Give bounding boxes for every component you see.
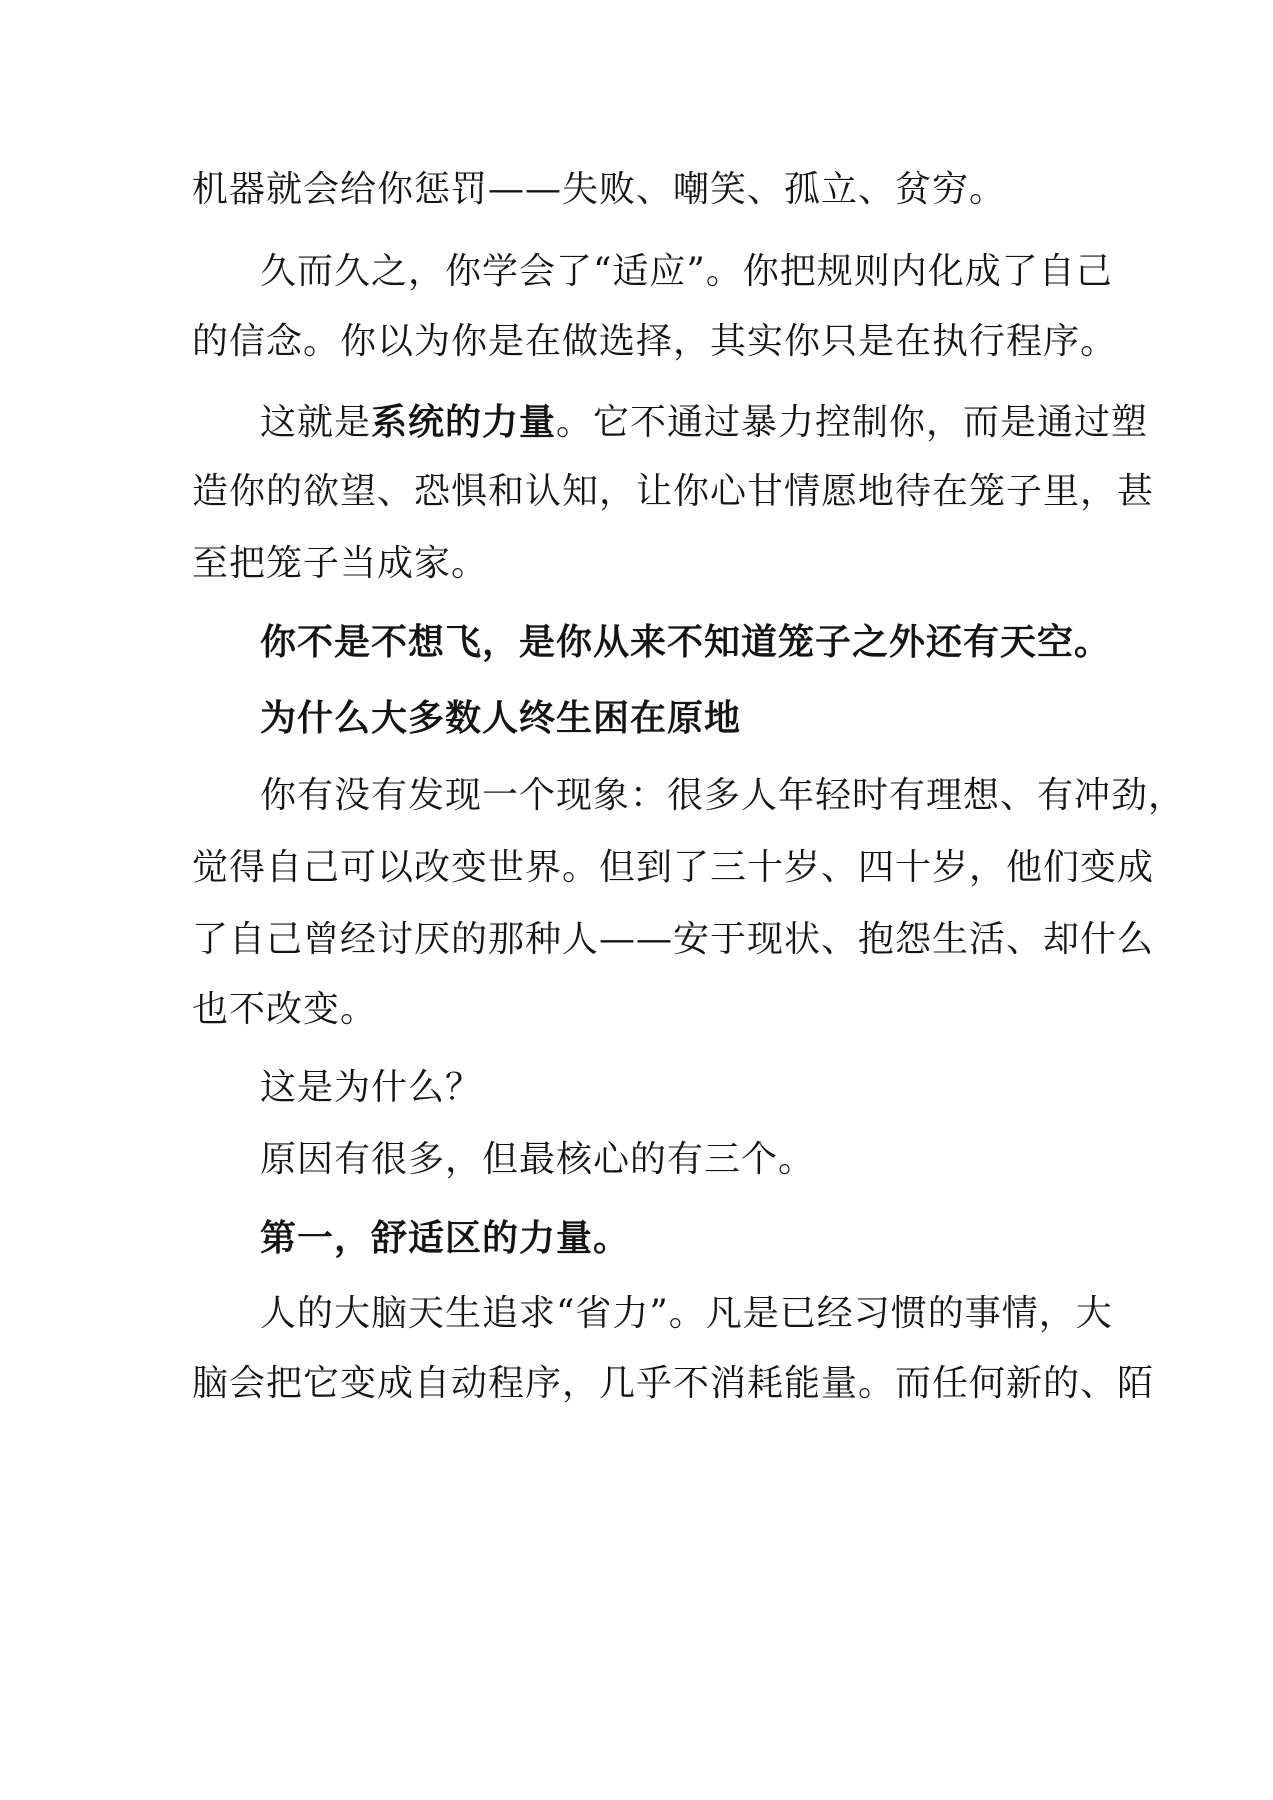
section-heading <box>260 696 741 740</box>
body-line <box>260 1292 1113 1336</box>
body-line <box>260 774 1185 818</box>
line-text: 你有没有发现一个现象：很多人年轻时有理想、有冲劲， <box>260 775 1186 816</box>
line-text: 至把笼子当成家。 <box>192 543 489 584</box>
body-line <box>260 1138 815 1182</box>
body-line <box>192 918 1154 962</box>
body-line <box>192 470 1154 514</box>
heading-text: 第一，舒适区的力量。 <box>260 1217 631 1259</box>
body-line <box>260 400 1148 444</box>
line-text: 人的大脑天生追求“省力”。凡是已经习惯的事情，大 <box>260 1293 1113 1334</box>
line-text-prefix: 这就是 <box>260 402 372 443</box>
emphasis-text: 系统的力量 <box>371 401 557 443</box>
line-text-suffix: 。它不通过暴力控制你，而是通过塑 <box>556 402 1149 443</box>
body-line <box>260 1066 482 1110</box>
section-subheading <box>260 1216 630 1260</box>
body-line <box>192 168 1006 212</box>
line-text: 脑会把它变成自动程序，几乎不消耗能量。而任何新的、陌 <box>192 1363 1155 1404</box>
line-text: 了自己曾经讨厌的那种人——安于现状、抱怨生活、却什么 <box>192 919 1155 960</box>
line-text: 觉得自己可以改变世界。但到了三十岁、四十岁，他们变成 <box>192 847 1155 888</box>
line-text: 机器就会给你惩罚——失败、嘲笑、孤立、贫穷。 <box>192 169 1007 210</box>
line-text: 也不改变。 <box>192 989 378 1030</box>
body-line <box>192 542 488 586</box>
line-text: 久而久之，你学会了“适应”。你把规则内化成了自己 <box>260 251 1113 292</box>
line-text: 这是为什么？ <box>260 1067 483 1108</box>
line-text: 你不是不想飞，是你从来不知道笼子之外还有天空。 <box>260 621 1112 663</box>
body-line <box>192 846 1154 890</box>
body-line <box>192 988 377 1032</box>
body-line <box>192 1362 1154 1406</box>
body-line <box>260 250 1113 294</box>
body-line <box>192 320 1117 364</box>
heading-text: 为什么大多数人终生困在原地 <box>260 697 742 739</box>
line-text: 原因有很多，但最核心的有三个。 <box>260 1139 816 1180</box>
line-text: 的信念。你以为你是在做选择，其实你只是在执行程序。 <box>192 321 1118 362</box>
line-text: 造你的欲望、恐惧和认知，让你心甘情愿地待在笼子里，甚 <box>192 471 1155 512</box>
emphasis-paragraph <box>260 620 1111 664</box>
